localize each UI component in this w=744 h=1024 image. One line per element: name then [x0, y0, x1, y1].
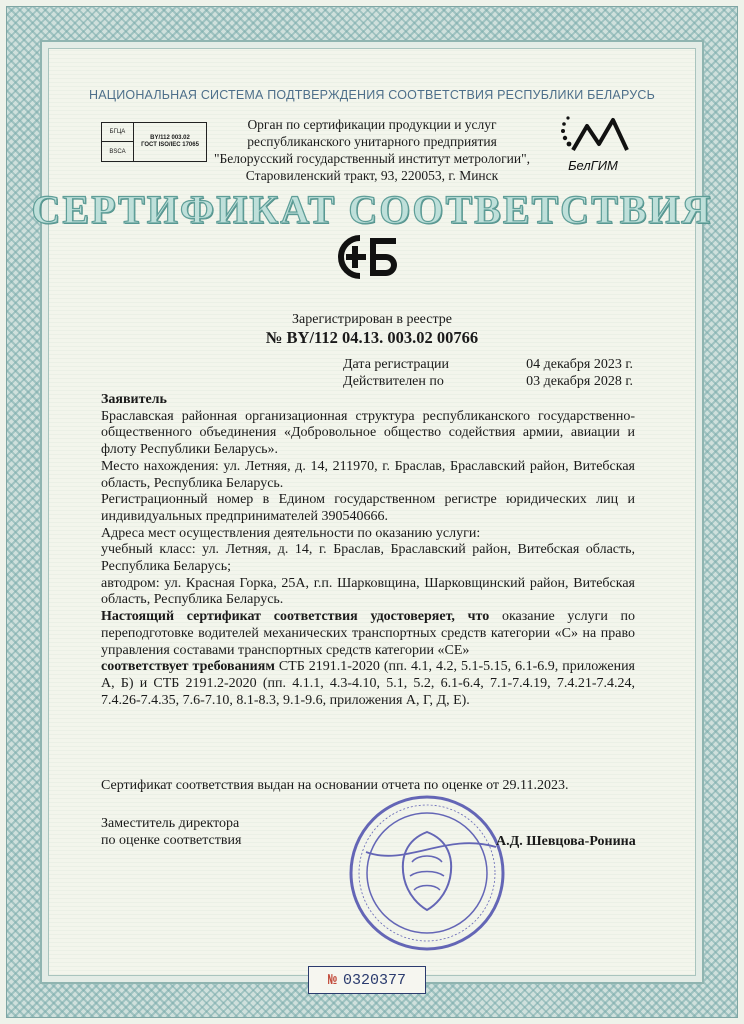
- requirements-text: СТБ 2191.1-2020 (пп. 4.1, 4.2, 5.1-5.15, 6.1-6.9, приложения А, Б) и СТБ 2191.2-2020 (пп. 4.1.1, 4.3-4.10, 5.1, 5.2, 6.1-6.4, 7.1-7.4.19, 7.4.21-7.4.24, 7.4.26-7.4.35, 7.6-7.10, 8.1-8.3, 9.1-9.6, приложения А, Г, Д, Е).: [101, 659, 635, 708]
- accreditation-standard: ГОСТ ISO/IEC 17065: [141, 142, 199, 148]
- dates-block: [343, 356, 633, 390]
- serial-prefix: №: [327, 971, 337, 989]
- registration-date-value: 04 декабря 2023 г.: [526, 357, 633, 372]
- belgim-logo: [543, 110, 643, 176]
- org-line-4: Старовиленский тракт, 93, 220053, г. Минск: [245, 168, 499, 183]
- registration-date-label: Дата регистрации: [343, 357, 450, 372]
- certifies-bold-2: удостоверяет, что: [370, 609, 490, 625]
- signer-name: А.Д. Шевцова-Ронина: [496, 834, 636, 849]
- accreditation-left-top: БГЦА: [102, 123, 134, 142]
- certificate-title: СЕРТИФИКАТ СООТВЕТСТВИЯ: [31, 187, 713, 232]
- org-line-2: республиканского унитарного предприятия: [247, 134, 497, 149]
- address-classroom: учебный класс: ул. Летняя, д. 14, г. Браслав, Браславский район, Витебская область, Республика Беларусь;: [101, 542, 635, 575]
- registry-label: Зарегистрирован в реестре: [292, 312, 452, 327]
- serial-number-box: [308, 966, 426, 994]
- requirements-paragraph: [101, 659, 635, 709]
- official-seal-stamp: [346, 792, 508, 954]
- stb-mark-icon: [330, 232, 406, 282]
- signer-title-line-2: по оценке соответствия: [101, 833, 242, 848]
- belgim-logo-text: БелГИМ: [568, 158, 618, 173]
- org-line-1: Орган по сертификации продукции и услуг: [247, 117, 497, 132]
- accreditation-left-bottom: BSCA: [102, 142, 134, 161]
- certifies-bold-1: Настоящий сертификат соответствия: [101, 609, 358, 625]
- serial-number: 0320377: [343, 971, 407, 989]
- national-system-banner: НАЦИОНАЛЬНАЯ СИСТЕМА ПОДТВЕРЖДЕНИЯ СООТВЕТСТВИЯ РЕСПУБЛИКИ БЕЛАРУСЬ: [89, 88, 655, 102]
- registry-number: № BY/112 04.13. 003.02 00766: [265, 328, 479, 347]
- applicant-location: Место нахождения: ул. Летняя, д. 14, 211970, г. Браслав, Браславский район, Витебская область, Республика Беларусь.: [101, 458, 635, 491]
- address-autodrome: автодром: ул. Красная Горка, 25А, г.п. Шарковщина, Шарковщинский район, Витебская область, Республика Беларусь.: [101, 575, 635, 608]
- certificate-body: [101, 392, 635, 709]
- requirements-bold: соответствует требованиям: [101, 659, 275, 675]
- signer-title: [101, 815, 241, 849]
- addresses-label: Адреса мест осуществления деятельности по оказанию услуги:: [101, 525, 481, 541]
- applicant-heading: Заявитель: [101, 392, 167, 407]
- valid-until-value: 03 декабря 2028 г.: [526, 374, 633, 389]
- certifies-paragraph: [101, 609, 635, 659]
- certifies-text: оказание услуги по переподготовке водителей механических транспортных средств категории «С» на право управления составами транспортных средств категории «СЕ»: [101, 609, 636, 658]
- accreditation-code: BY/112 003.02: [150, 134, 190, 141]
- applicant-name: Браславская районная организационная структура республиканского государственно-общественного объединения «Добровольное общество содействия армии, авиации и флоту Республики Беларусь».: [101, 408, 635, 458]
- applicant-reg-number: Регистрационный номер в Едином государственном регистре юридических лиц и индивидуальных предпринимателей 390540666.: [101, 492, 635, 524]
- org-line-3: "Белорусский государственный институт метрологии",: [214, 151, 530, 166]
- registration-date-row: [343, 356, 633, 373]
- issued-basis: Сертификат соответствия выдан на основании отчета по оценке от 29.11.2023.: [101, 778, 569, 793]
- valid-until-label: Действителен по: [343, 374, 444, 389]
- valid-until-row: [343, 373, 633, 390]
- signer-title-line-1: Заместитель директора: [101, 816, 240, 831]
